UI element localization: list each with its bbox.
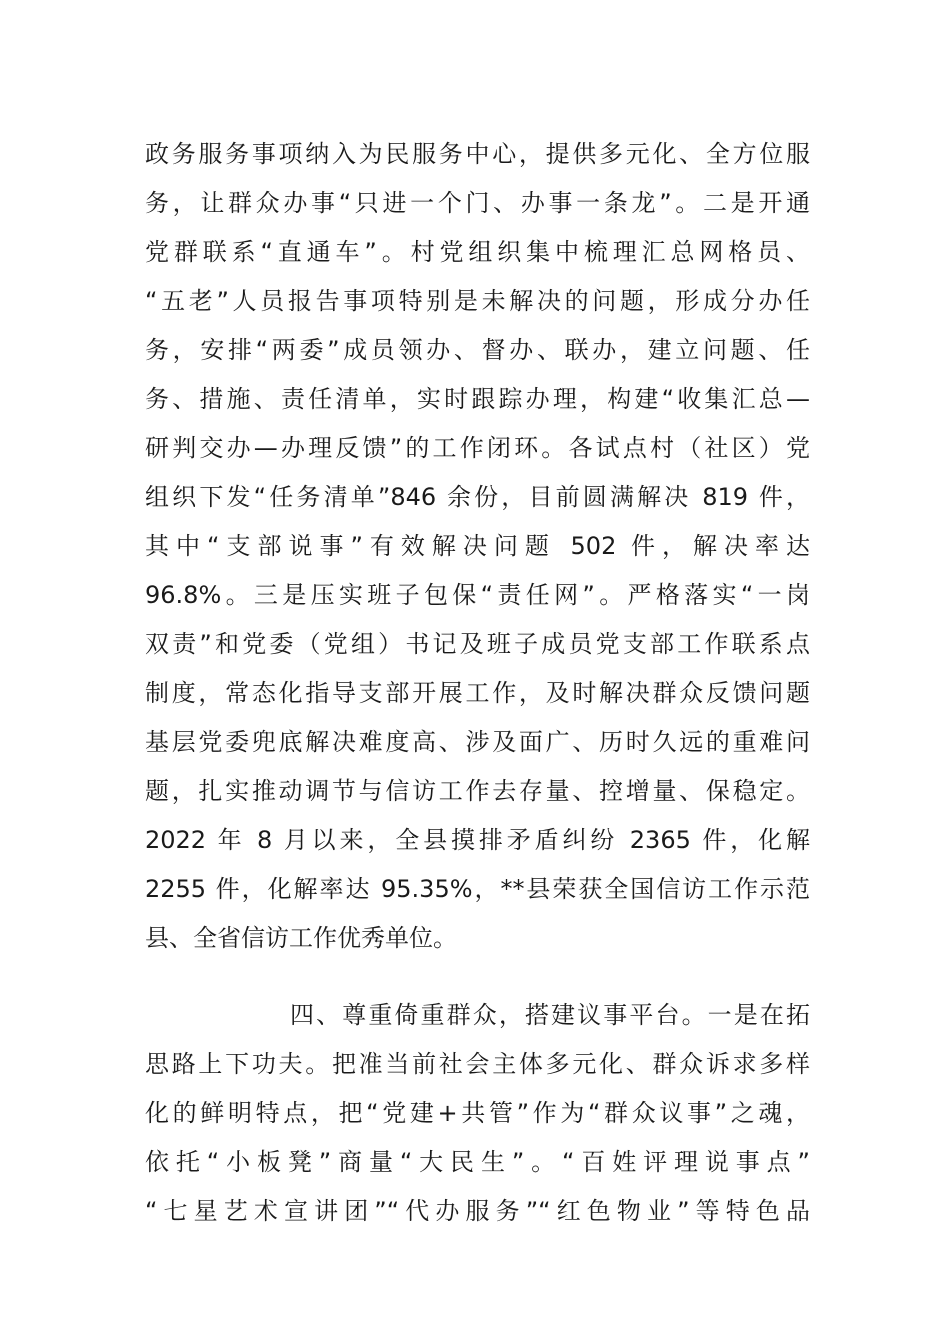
paragraph-2-line-2: 思路上下功夫。把准当前社会主体多元化、群众诉求多样 (145, 1050, 810, 1078)
paragraph-1-line-17: 县、全省信访工作优秀单位。 (145, 924, 457, 952)
paragraph-1-line-12: 制度，常态化指导支部开展工作，及时解决群众反馈问题 (145, 679, 810, 707)
paragraph-1-line-15: 2022 年 8 月以来，全县摸排矛盾纠纷 2365 件，化解 (145, 826, 810, 854)
paragraph-1-line-13: 基层党委兜底解决难度高、涉及面广、历时久远的重难问 (145, 728, 810, 756)
paragraph-1-line-1: 政务服务事项纳入为民服务中心，提供多元化、全方位服 (145, 140, 810, 168)
paragraph-2-line-4: 依托“小板凳”商量“大民生”。“百姓评理说事点” (145, 1148, 810, 1176)
paragraph-1-line-3: 党群联系“直通车”。村党组织集中梳理汇总网格员、 (145, 238, 810, 266)
document-body (145, 130, 810, 1236)
paragraph-1-line-14: 题，扎实推动调节与信访工作去存量、控增量、保稳定。 (145, 777, 810, 805)
paragraph-1-line-5: 务，安排“两委”成员领办、督办、联办，建立问题、任 (145, 336, 810, 364)
paragraph-2-line-5: “七星艺术宣讲团”“代办服务”“红色物业”等特色品 (145, 1197, 810, 1225)
paragraph-1-line-2: 务，让群众办事“只进一个门、办事一条龙”。二是开通 (145, 189, 810, 217)
paragraph-1-line-8: 组织下发“任务清单”846 余份，目前圆满解决 819 件， (145, 483, 810, 511)
paragraph-1-line-7: 研判交办—办理反馈”的工作闭环。各试点村（社区）党 (145, 434, 810, 462)
paragraph-1-line-9: 其中“支部说事”有效解决问题 502 件，解决率达 (145, 532, 810, 560)
paragraph-2-heading-line: 四、尊重倚重群众，搭建议事平台。一是在拓 (290, 1001, 810, 1029)
paragraph-2-line-3: 化的鲜明特点，把“党建+共管”作为“群众议事”之魂， (145, 1099, 810, 1127)
paragraph-1-line-11: 双责”和党委（党组）书记及班子成员党支部工作联系点 (145, 630, 810, 658)
paragraph-spacing (145, 963, 810, 991)
paragraph-1-line-16: 2255 件，化解率达 95.35%，**县荣获全国信访工作示范 (145, 875, 810, 903)
paragraph-2 (145, 991, 810, 1236)
paragraph-1 (145, 130, 810, 963)
paragraph-1-line-10: 96.8%。三是压实班子包保“责任网”。严格落实“一岗 (145, 581, 810, 609)
paragraph-1-line-6: 务、措施、责任清单，实时跟踪办理，构建“收集汇总— (145, 385, 810, 413)
paragraph-1-line-4: “五老”人员报告事项特别是未解决的问题，形成分办任 (145, 287, 810, 315)
